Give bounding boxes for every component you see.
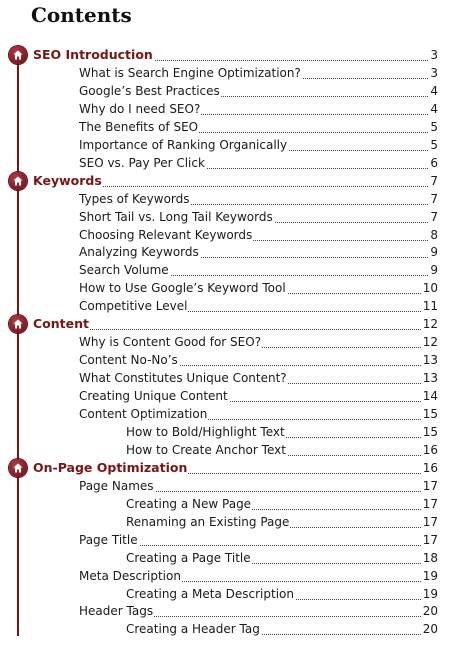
toc-entry-title: SEO Introduction [33, 47, 153, 62]
toc-page-number: 16 [422, 460, 438, 475]
toc-entry-title: Google’s Best Practices [79, 83, 220, 98]
toc-entry-title: Creating a New Page [126, 496, 252, 511]
toc-entry[interactable] [0, 387, 450, 405]
dot-leader [33, 315, 421, 330]
toc-entry[interactable] [0, 369, 450, 387]
toc-page-number: 4 [430, 83, 438, 98]
toc-page-number: 19 [422, 568, 438, 583]
toc-entry[interactable] [0, 495, 450, 513]
toc-page-number: 19 [422, 586, 438, 601]
toc-page-number: 15 [422, 424, 438, 439]
toc-entry-title: Page Names [79, 478, 154, 493]
toc-entry[interactable] [0, 585, 450, 603]
home-icon [9, 172, 27, 190]
toc-entry-title: SEO vs. Pay Per Click [79, 155, 205, 170]
toc-entry[interactable] [0, 261, 450, 279]
toc-page-number: 9 [430, 245, 438, 260]
toc-page-number: 10 [422, 281, 438, 296]
toc-entry[interactable] [0, 297, 450, 315]
toc-entry[interactable] [0, 405, 450, 423]
toc-entry[interactable] [0, 531, 450, 549]
toc-entry[interactable] [0, 423, 450, 441]
toc-page-number: 4 [430, 101, 438, 116]
toc-entry-title: Content Optimization [79, 407, 208, 421]
toc-entry[interactable] [0, 477, 450, 495]
toc-entry-title: Analyzing Keywords [79, 245, 199, 260]
toc-entry-title: Types of Keywords [79, 191, 190, 206]
toc-section-entry[interactable] [0, 315, 450, 333]
toc-entry-title: Creating a Page Title [126, 550, 251, 565]
toc-page-number: 13 [422, 371, 438, 386]
page-title: Contents [31, 3, 132, 27]
toc-entry[interactable] [0, 100, 450, 118]
toc-page-number: 12 [422, 317, 438, 332]
home-icon [9, 459, 27, 477]
toc-entry-title: On-Page Optimization [33, 459, 188, 475]
toc-entry[interactable] [0, 279, 450, 297]
toc-entry[interactable] [0, 226, 450, 244]
toc-entry-title: Choosing Relevant Keywords [79, 227, 253, 242]
toc-entry-title: Competitive Level [79, 299, 188, 314]
toc-entry-title: Creating Unique Content [79, 389, 228, 404]
toc-page-number: 12 [422, 335, 438, 350]
toc-page-number: 5 [430, 137, 438, 152]
toc-entry-title: How to Create Anchor Text [126, 442, 286, 457]
toc-entry-title: Search Volume [79, 263, 169, 278]
toc-entry-title: How to Use Google’s Keyword Tool [79, 281, 286, 296]
toc-entry-title: Why is Content Good for SEO? [79, 335, 262, 350]
toc-section-entry[interactable] [0, 172, 450, 190]
toc-entry-title: Page Title [79, 532, 138, 547]
toc-entry[interactable] [0, 154, 450, 172]
toc-page-number: 3 [430, 65, 438, 80]
toc-page-number: 11 [422, 299, 438, 314]
toc-entry[interactable] [0, 602, 450, 620]
toc-entry-title: Short Tail vs. Long Tail Keywords [79, 209, 273, 224]
toc-entry[interactable] [0, 351, 450, 369]
toc-entry[interactable] [0, 64, 450, 82]
toc-section-entry[interactable] [0, 46, 450, 64]
toc-page-number: 13 [422, 353, 438, 368]
toc-page-number: 14 [422, 389, 438, 404]
toc-page-number: 15 [422, 407, 438, 421]
toc-entry[interactable] [0, 333, 450, 351]
toc-entry-title: How to Bold/Highlight Text [126, 424, 285, 439]
toc-entry-title: Keywords [33, 172, 102, 188]
toc-entry-title: Creating a Meta Description [126, 586, 294, 601]
toc-entry-title: Header Tags [79, 604, 154, 619]
toc-entry[interactable] [0, 441, 450, 459]
toc-entry-title: Importance of Ranking Organically [79, 137, 288, 152]
toc-entry-title: Creating a Header Tag [126, 622, 260, 637]
toc-entry[interactable] [0, 190, 450, 208]
toc-entry-title: Content No-No’s [79, 353, 178, 368]
toc-entry[interactable] [0, 208, 450, 226]
toc-page-number: 6 [430, 155, 438, 170]
toc-entry[interactable] [0, 513, 450, 531]
toc-entry-title: Meta Description [79, 568, 181, 583]
toc-page-number: 17 [422, 514, 438, 529]
toc-entry-title: What Constitutes Unique Content? [79, 371, 287, 386]
home-icon [9, 46, 27, 64]
toc-page-number: 8 [430, 227, 438, 242]
toc-page-number: 18 [422, 550, 438, 565]
toc-page-number: 7 [430, 191, 438, 206]
toc-page-number: 17 [422, 496, 438, 511]
toc-entry[interactable] [0, 549, 450, 567]
toc-page-number: 20 [422, 604, 438, 619]
toc-entry-title: The Benefits of SEO [79, 119, 199, 134]
toc-page-number: 17 [422, 532, 438, 547]
toc-page-number: 5 [430, 119, 438, 134]
toc-entry[interactable] [0, 82, 450, 100]
toc-entry-title: Renaming an Existing Page [126, 514, 290, 529]
toc-page-number: 20 [422, 622, 438, 637]
toc-entry[interactable] [0, 567, 450, 585]
toc-page-number: 17 [422, 478, 438, 493]
toc-section-entry[interactable] [0, 459, 450, 477]
toc-entry[interactable] [0, 118, 450, 136]
toc-page-number: 3 [430, 48, 438, 62]
toc-page-number: 7 [430, 209, 438, 224]
toc-entry[interactable] [0, 620, 450, 638]
toc-page-number: 7 [430, 173, 438, 188]
toc-page-number: 9 [430, 263, 438, 278]
toc-entry-title: Why do I need SEO? [79, 101, 201, 116]
toc-entry-title: What is Search Engine Optimization? [79, 65, 301, 80]
toc-entry-title: Content [33, 316, 89, 332]
toc-entry[interactable] [0, 243, 450, 261]
toc-page-number: 16 [422, 442, 438, 457]
toc-entry[interactable] [0, 136, 450, 154]
